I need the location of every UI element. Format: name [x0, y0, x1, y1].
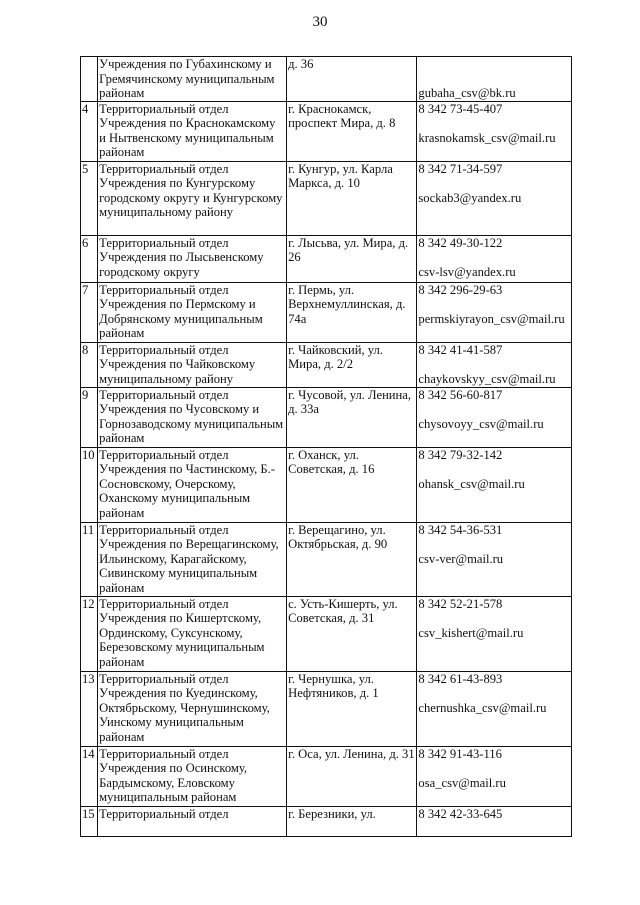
office-email-link[interactable]: sockab3@yandex.ru — [418, 190, 522, 205]
table-row — [81, 447, 572, 522]
row-number: 8 — [81, 342, 98, 387]
office-address: г. Оса, ул. Ленина, д. 31 — [287, 746, 417, 806]
table-row — [81, 282, 572, 342]
office-name: Территориальный отдел Учреждения по Пермскому и Добрянскому муниципальным районам — [98, 282, 287, 342]
row-number: 15 — [81, 806, 98, 836]
office-address: г. Оханск, ул. Советская, д. 16 — [287, 447, 417, 522]
office-name: Территориальный отдел Учреждения по Кунгурскому городскому округу и Кунгурскому муниципальному району — [98, 161, 287, 235]
row-number: 10 — [81, 447, 98, 522]
office-phone: 8 342 41-41-587 — [418, 342, 503, 357]
office-address: с. Усть-Кишерть, ул. Советская, д. 31 — [287, 596, 417, 671]
office-email-link[interactable]: ohansk_csv@mail.ru — [418, 476, 525, 491]
office-phone: 8 342 61-43-893 — [418, 671, 503, 686]
office-contacts — [417, 387, 572, 447]
office-address: г. Кунгур, ул. Карла Маркса, д. 10 — [287, 161, 417, 235]
office-email-link[interactable]: chysovoyy_csv@mail.ru — [418, 416, 544, 431]
office-address: г. Чернушка, ул. Нефтяников, д. 1 — [287, 671, 417, 746]
office-name: Территориальный отдел Учреждения по Осинскому, Бардымскому, Еловскому муниципальным районам — [98, 746, 287, 806]
office-address: г. Пермь, ул. Верхнемуллинская, д. 74а — [287, 282, 417, 342]
office-email-link[interactable]: chaykovskyy_csv@mail.ru — [418, 371, 556, 386]
page-number: 30 — [312, 14, 328, 30]
table-body — [81, 57, 572, 837]
row-number: 12 — [81, 596, 98, 671]
row-number: 6 — [81, 235, 98, 282]
office-name: Территориальный отдел — [98, 806, 287, 836]
office-phone: 8 342 54-36-531 — [418, 522, 503, 537]
office-phone: 8 342 56-60-817 — [418, 387, 503, 402]
office-name: Территориальный отдел Учреждения по Кишертскому, Ординскому, Суксунскому, Березовскому муниципальным районам — [98, 596, 287, 671]
office-contacts — [417, 282, 572, 342]
office-address: г. Березники, ул. — [287, 806, 417, 836]
office-contacts — [417, 522, 572, 596]
row-number: 13 — [81, 671, 98, 746]
office-phone: 8 342 79-32-142 — [418, 447, 503, 462]
office-address: г. Краснокамск, проспект Мира, д. 8 — [287, 101, 417, 161]
office-address: г. Чусовой, ул. Ленина, д. 33а — [287, 387, 417, 447]
office-phone: 8 342 71-34-597 — [418, 161, 503, 176]
table-row — [81, 342, 572, 387]
office-address: г. Верещагино, ул. Октябрьская, д. 90 — [287, 522, 417, 596]
office-email-link[interactable]: csv_kishert@mail.ru — [418, 625, 524, 640]
office-contacts — [417, 671, 572, 746]
office-name: Территориальный отдел Учреждения по Чайковскому муниципальному району — [98, 342, 287, 387]
office-email-link[interactable]: csv-lsv@yandex.ru — [418, 264, 516, 279]
office-name: Территориальный отдел Учреждения по Краснокамскому и Нытвенскому муниципальным районам — [98, 101, 287, 161]
table-row — [81, 387, 572, 447]
office-phone — [418, 57, 570, 72]
territorial-offices-table — [80, 56, 572, 837]
office-name: Территориальный отдел Учреждения по Верещагинскому, Ильинскому, Карагайскому, Сивинскому муниципальным районам — [98, 522, 287, 596]
table-row — [81, 671, 572, 746]
office-email-link[interactable]: chernushka_csv@mail.ru — [418, 700, 547, 715]
office-name: Территориальный отдел Учреждения по Куединскому, Октябрьскому, Чернушинскому, Уинскому муниципальным районам — [98, 671, 287, 746]
office-contacts — [417, 342, 572, 387]
office-phone: 8 342 49-30-122 — [418, 235, 503, 250]
office-address: г. Чайковский, ул. Мира, д. 2/2 — [287, 342, 417, 387]
office-contacts — [417, 806, 572, 836]
table-row — [81, 101, 572, 161]
office-phone: 8 342 73-45-407 — [418, 101, 503, 116]
office-name: Территориальный отдел Учреждения по Частинскому, Б.-Сосновскому, Очерскому, Оханскому муниципальным районам — [98, 447, 287, 522]
row-number: 5 — [81, 161, 98, 235]
row-number: 11 — [81, 522, 98, 596]
office-email-link[interactable]: gubaha_csv@bk.ru — [418, 86, 516, 100]
row-number — [81, 57, 98, 102]
office-name: Территориальный отдел Учреждения по Чусовскому и Горнозаводскому муниципальным районам — [98, 387, 287, 447]
office-name: Территориальный отдел Учреждения по Лысьвенскому городскому округу — [98, 235, 287, 282]
office-phone: 8 342 91-43-116 — [418, 746, 502, 761]
office-address: г. Лысьва, ул. Мира, д. 26 — [287, 235, 417, 282]
office-contacts — [417, 235, 572, 282]
table-row — [81, 806, 572, 836]
office-email-link[interactable]: permskiyrayon_csv@mail.ru — [418, 311, 565, 326]
table-row — [81, 57, 572, 102]
table-row — [81, 746, 572, 806]
table-row — [81, 596, 572, 671]
office-contacts — [417, 161, 572, 235]
office-address: д. 36 — [287, 57, 417, 102]
row-number: 4 — [81, 101, 98, 161]
office-contacts — [417, 746, 572, 806]
row-number: 7 — [81, 282, 98, 342]
row-number: 9 — [81, 387, 98, 447]
office-email-link[interactable]: csv-ver@mail.ru — [418, 551, 504, 566]
table-row — [81, 235, 572, 282]
office-phone: 8 342 42-33-645 — [418, 806, 503, 821]
office-email-link[interactable]: osa_csv@mail.ru — [418, 775, 506, 790]
office-phone: 8 342 52-21-578 — [418, 596, 503, 611]
office-phone: 8 342 296-29-63 — [418, 282, 503, 297]
office-contacts — [417, 101, 572, 161]
table-row — [81, 161, 572, 235]
office-contacts — [417, 447, 572, 522]
row-number: 14 — [81, 746, 98, 806]
office-name: Учреждения по Губахинскому и Гремячинскому муниципальным районам — [98, 57, 287, 102]
table-row — [81, 522, 572, 596]
office-contacts — [417, 57, 572, 102]
office-email-link[interactable]: krasnokamsk_csv@mail.ru — [418, 130, 556, 145]
office-contacts — [417, 596, 572, 671]
